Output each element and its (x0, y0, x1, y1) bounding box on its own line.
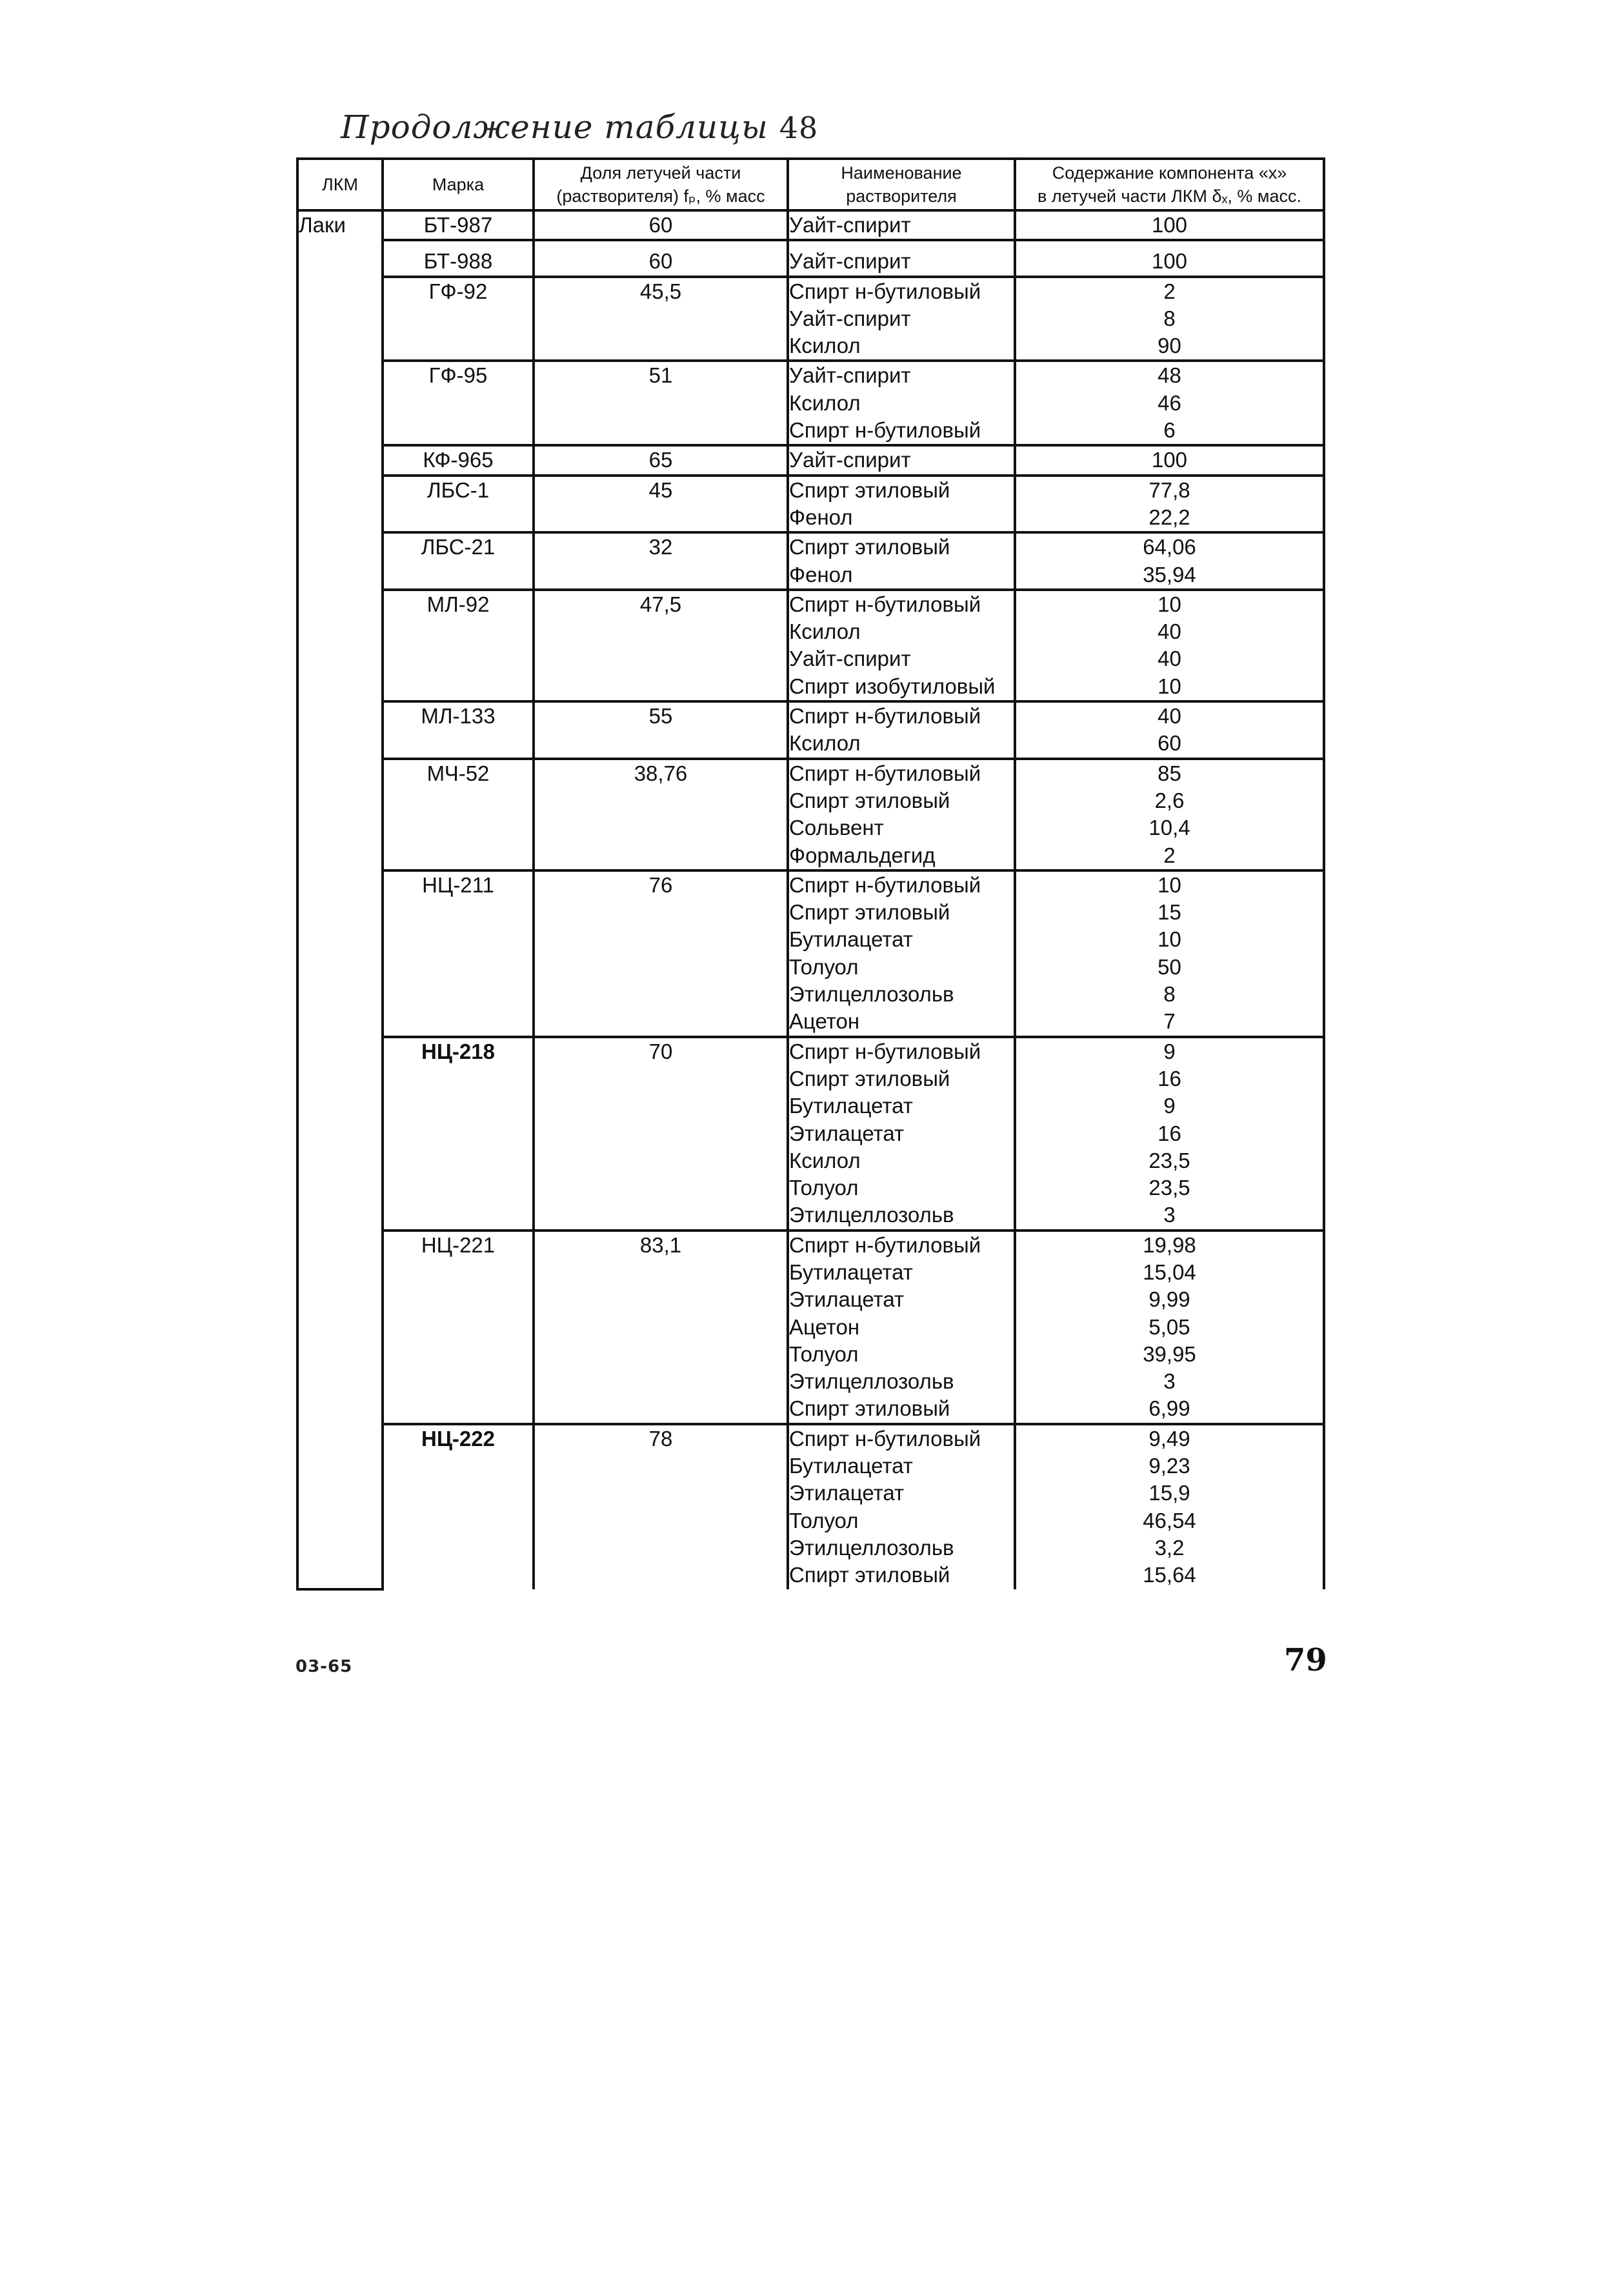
mark-cell (383, 759, 534, 870)
fraction-text: 83,1 (639, 1232, 682, 1257)
solvent-name: Спирт н-бутиловый (789, 279, 981, 303)
content-values-cell (1015, 476, 1324, 533)
mark-text: ЛБС-1 (426, 477, 490, 502)
mark-text: ГФ-95 (428, 363, 488, 388)
solvent-name: Спирт н-бутиловый (789, 872, 981, 897)
solvent-name: Фенол (789, 562, 853, 587)
solvent-name: Бутилацетат (789, 927, 913, 952)
content-value: 50 (1158, 954, 1181, 979)
content-value: 15,64 (1143, 1563, 1196, 1587)
solvent-names-cell (788, 1231, 1015, 1424)
footer-code: 03-65 (296, 1657, 353, 1676)
content-value: 10 (1158, 927, 1181, 952)
content-value: 100 (1151, 249, 1188, 274)
content-value: 8 (1163, 982, 1176, 1007)
solvent-name: Этилацетат (789, 1287, 905, 1312)
content-values-cell (1015, 240, 1324, 276)
solvent-name: Спирт этиловый (789, 1396, 950, 1421)
fraction-text: 78 (648, 1426, 673, 1451)
solvent-name: Уайт-спирит (789, 249, 911, 274)
content-value: 2 (1163, 279, 1176, 303)
mark-text: НЦ-211 (422, 872, 494, 897)
content-value: 10 (1158, 872, 1181, 897)
content-values-cell (1015, 870, 1324, 1037)
solvent-name: Спирт н-бутиловый (789, 1232, 981, 1257)
header-fraction: Доля летучей части (растворителя) fₚ, % масс (534, 159, 788, 210)
mark-cell (383, 532, 534, 590)
fraction-text: 60 (648, 213, 673, 237)
mark-text: НЦ-222 (421, 1426, 495, 1451)
solvent-names-cell (788, 210, 1015, 240)
mark-text: КФ-965 (423, 448, 494, 472)
table-body (297, 210, 1324, 1589)
fraction-text: 51 (648, 363, 673, 388)
solvent-names-cell (788, 759, 1015, 870)
mark-cell (383, 1037, 534, 1231)
content-value: 64,06 (1143, 535, 1196, 559)
solvent-name: Спирт н-бутиловый (789, 761, 981, 785)
table-row (297, 1424, 1324, 1589)
solvent-name: Уайт-спирит (789, 647, 911, 671)
mark-cell (383, 445, 534, 475)
header-lkm: ЛКМ (297, 159, 383, 210)
content-value: 40 (1158, 619, 1181, 644)
solvent-names-cell (788, 277, 1015, 361)
solvent-name: Ксилол (789, 390, 861, 415)
content-value: 35,94 (1143, 562, 1196, 587)
solvent-name: Формальдегид (789, 843, 936, 867)
fraction-cell (534, 532, 788, 590)
mark-text: НЦ-221 (421, 1232, 496, 1257)
table-row (297, 701, 1324, 759)
content-value: 5,05 (1148, 1314, 1190, 1339)
content-value: 9,49 (1148, 1426, 1190, 1451)
table-row (297, 590, 1324, 701)
content-values-cell (1015, 210, 1324, 240)
content-value: 15 (1158, 900, 1181, 925)
mark-cell (383, 1424, 534, 1589)
solvent-name: Сольвент (789, 816, 884, 840)
mark-text: МЧ-52 (426, 761, 490, 785)
fraction-text: 65 (648, 448, 673, 472)
mark-cell (383, 476, 534, 533)
solvent-name: Уайт-спирит (789, 306, 911, 330)
content-value: 15,9 (1148, 1481, 1190, 1505)
fraction-cell (534, 445, 788, 475)
solvent-name: Спирт н-бутиловый (789, 1039, 981, 1063)
fraction-cell (534, 1424, 788, 1589)
solvent-name: Уайт-спирит (789, 213, 911, 237)
mark-cell (383, 870, 534, 1037)
content-value: 2,6 (1154, 788, 1185, 812)
header-content: Содержание компонента «х» в летучей части ЛКМ δₓ, % масс. (1015, 159, 1324, 210)
solvent-name: Этилацетат (789, 1121, 905, 1145)
mark-cell (383, 590, 534, 701)
solvent-name: Спирт этиловый (789, 477, 950, 502)
mark-cell (383, 240, 534, 276)
content-value: 40 (1158, 704, 1181, 729)
solvent-name: Спирт н-бутиловый (789, 418, 981, 443)
solvent-names-cell (788, 532, 1015, 590)
content-values-cell (1015, 532, 1324, 590)
content-value: 9 (1163, 1094, 1176, 1118)
content-value: 3 (1163, 1369, 1176, 1394)
table-header-row (297, 159, 1324, 210)
solvent-name: Спирт этиловый (789, 788, 950, 812)
solvent-name: Бутилацетат (789, 1454, 913, 1478)
content-value: 19,98 (1143, 1232, 1196, 1257)
table-row (297, 210, 1324, 240)
mark-cell (383, 701, 534, 759)
content-value: 39,95 (1143, 1341, 1196, 1366)
content-values-cell (1015, 277, 1324, 361)
mark-text: БТ-988 (423, 249, 493, 274)
fraction-cell (534, 1231, 788, 1424)
content-value: 16 (1158, 1066, 1181, 1090)
content-value: 77,8 (1148, 477, 1190, 502)
solvent-name: Бутилацетат (789, 1094, 913, 1118)
fraction-text: 76 (648, 872, 673, 897)
content-value: 100 (1151, 448, 1188, 472)
mark-cell (383, 277, 534, 361)
solvent-name: Спирт этиловый (789, 535, 950, 559)
caption-table-number: 48 (779, 110, 819, 145)
solvent-name: Толуол (789, 1176, 859, 1200)
solvent-names-cell (788, 701, 1015, 759)
fraction-cell (534, 701, 788, 759)
content-value: 7 (1163, 1009, 1176, 1034)
content-value: 40 (1158, 647, 1181, 671)
content-value: 9 (1163, 1039, 1176, 1063)
mark-text: БТ-987 (423, 213, 493, 237)
lkm-category-cell: Лаки (297, 210, 383, 1589)
content-value: 3,2 (1154, 1535, 1185, 1560)
content-value: 8 (1163, 306, 1176, 330)
solvent-name: Этилцеллозольв (789, 982, 954, 1007)
content-values-cell (1015, 1424, 1324, 1589)
solvent-names-cell (788, 445, 1015, 475)
solvent-name: Ацетон (789, 1314, 860, 1339)
content-values-cell (1015, 759, 1324, 870)
header-solvent-name: Наименование растворителя (788, 159, 1015, 210)
fraction-text: 32 (648, 535, 673, 559)
solvent-name: Ксилол (789, 1148, 861, 1172)
content-value: 23,5 (1148, 1176, 1190, 1200)
table-row (297, 870, 1324, 1037)
table-row (297, 476, 1324, 533)
solvent-name: Уайт-спирит (789, 448, 911, 472)
fraction-cell (534, 476, 788, 533)
content-value: 46 (1158, 390, 1181, 415)
table-row (297, 532, 1324, 590)
solvent-name: Спирт н-бутиловый (789, 1426, 981, 1451)
content-value: 10 (1158, 592, 1181, 616)
solvent-names-cell (788, 476, 1015, 533)
content-value: 6,99 (1148, 1396, 1190, 1421)
solvent-names-cell (788, 870, 1015, 1037)
fraction-cell (534, 240, 788, 276)
solvent-names-cell (788, 240, 1015, 276)
solvent-name: Спирт этиловый (789, 1066, 950, 1090)
content-value: 100 (1151, 213, 1188, 237)
mark-text: МЛ-133 (421, 704, 496, 729)
page-number: 79 (1284, 1642, 1327, 1678)
fraction-cell (534, 277, 788, 361)
solvent-name: Этилцеллозольв (789, 1203, 954, 1227)
content-value: 2 (1163, 843, 1176, 867)
fraction-cell (534, 1037, 788, 1231)
table-row (297, 445, 1324, 475)
solvent-name: Толуол (789, 954, 859, 979)
mark-cell (383, 210, 534, 240)
content-value: 3 (1163, 1203, 1176, 1227)
content-value: 15,04 (1143, 1260, 1196, 1284)
solvent-name: Этилцеллозольв (789, 1369, 954, 1394)
content-value: 9,23 (1148, 1454, 1190, 1478)
solvent-name: Спирт н-бутиловый (789, 704, 981, 729)
solvent-name: Толуол (789, 1341, 859, 1366)
fraction-text: 45 (648, 477, 673, 502)
solvent-names-cell (788, 361, 1015, 445)
content-values-cell (1015, 701, 1324, 759)
fraction-cell (534, 759, 788, 870)
fraction-cell (534, 210, 788, 240)
fraction-text: 38,76 (634, 761, 688, 785)
fraction-cell (534, 870, 788, 1037)
table-row (297, 1231, 1324, 1424)
solvent-name: Спирт изобутиловый (789, 674, 996, 698)
content-values-cell (1015, 1037, 1324, 1231)
content-value: 60 (1158, 731, 1181, 756)
fraction-text: 55 (648, 704, 673, 729)
content-value: 6 (1163, 418, 1176, 443)
caption-text: Продолжение таблицы (341, 108, 768, 146)
content-values-cell (1015, 445, 1324, 475)
fraction-text: 70 (648, 1039, 673, 1063)
content-value: 85 (1158, 761, 1181, 785)
solvent-name: Фенол (789, 505, 853, 529)
fraction-cell (534, 361, 788, 445)
table-row (297, 277, 1324, 361)
fraction-text: 45,5 (639, 279, 682, 303)
mark-text: НЦ-218 (421, 1039, 495, 1063)
content-values-cell (1015, 590, 1324, 701)
solvent-name: Ксилол (789, 334, 861, 358)
mark-text: МЛ-92 (426, 592, 490, 616)
table-caption (341, 108, 818, 146)
mark-text: ГФ-92 (428, 279, 488, 303)
content-value: 48 (1158, 363, 1181, 388)
solvent-names-cell (788, 1424, 1015, 1589)
header-mark: Марка (383, 159, 534, 210)
solvent-name: Ацетон (789, 1009, 860, 1034)
solvent-name: Ксилол (789, 619, 861, 644)
content-value: 16 (1158, 1121, 1181, 1145)
content-values-cell (1015, 1231, 1324, 1424)
content-value: 9,99 (1148, 1287, 1190, 1312)
mark-cell (383, 361, 534, 445)
solvent-name: Этилацетат (789, 1481, 905, 1505)
table-row (297, 361, 1324, 445)
mark-text: ЛБС-21 (421, 535, 496, 559)
solvent-name: Спирт н-бутиловый (789, 592, 981, 616)
content-value: 23,5 (1148, 1148, 1190, 1172)
fraction-text: 47,5 (639, 592, 682, 616)
solvent-name: Ксилол (789, 731, 861, 756)
solvent-names-cell (788, 1037, 1015, 1231)
content-value: 90 (1158, 334, 1181, 358)
fraction-cell (534, 590, 788, 701)
solvent-name: Толуол (789, 1508, 859, 1532)
table-row (297, 759, 1324, 870)
table-row (297, 1037, 1324, 1231)
solvent-table (296, 157, 1323, 1591)
solvent-name: Этилцеллозольв (789, 1535, 954, 1560)
fraction-text: 60 (648, 249, 673, 274)
solvent-name: Бутилацетат (789, 1260, 913, 1284)
content-value: 10,4 (1148, 816, 1190, 840)
solvent-names-cell (788, 590, 1015, 701)
mark-cell (383, 1231, 534, 1424)
content-value: 22,2 (1148, 505, 1190, 529)
table-row (297, 240, 1324, 276)
content-value: 46,54 (1143, 1508, 1196, 1532)
solvent-name: Спирт этиловый (789, 1563, 950, 1587)
content-values-cell (1015, 361, 1324, 445)
solvent-name: Спирт этиловый (789, 900, 950, 925)
content-value: 10 (1158, 674, 1181, 698)
solvent-name: Уайт-спирит (789, 363, 911, 388)
